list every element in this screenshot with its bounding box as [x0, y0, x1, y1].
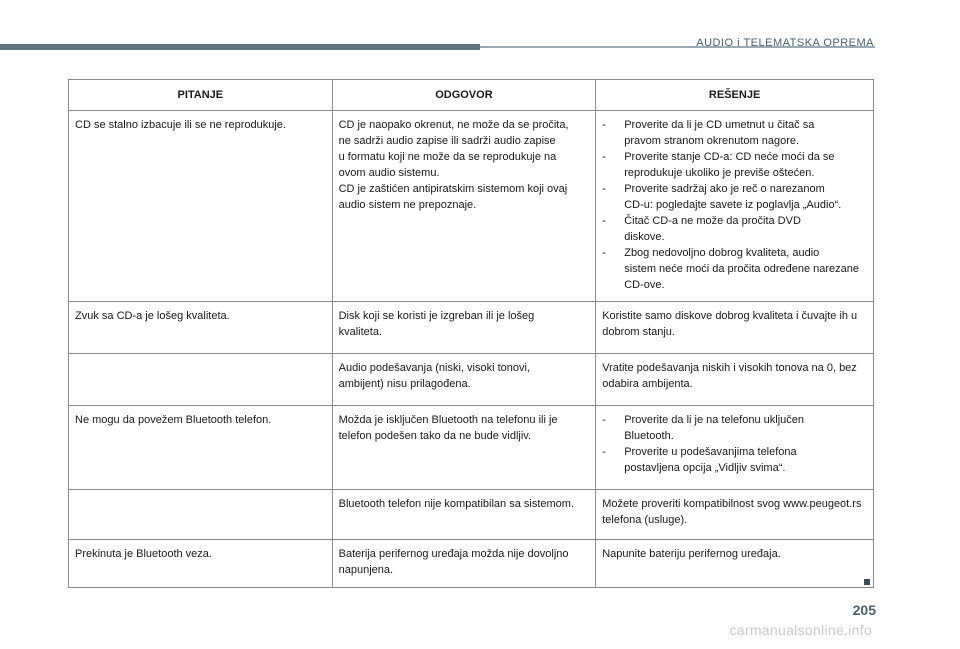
table-row	[69, 302, 874, 354]
watermark: carmanualsonline.info	[729, 622, 872, 638]
solution-text: Možete proveriti kompatibilnost svog www.peugeot.rs telefona (usluge).	[602, 498, 862, 526]
question-cell	[69, 540, 333, 588]
column-header-question: PITANJE	[69, 80, 333, 111]
question-text: CD se stalno izbacuje ili se ne reprodukuje.	[75, 119, 286, 131]
question-text: Ne mogu da povežem Bluetooth telefon.	[75, 414, 272, 426]
question-cell-empty	[69, 490, 333, 540]
table-row	[69, 490, 874, 540]
question-text: Zvuk sa CD-a je lošeg kvaliteta.	[75, 310, 230, 322]
answer-line: Bluetooth telefon nije kompatibilan sa sistemom.	[338, 498, 575, 510]
answer-cell	[332, 302, 596, 354]
answer-line: Možda je isključen Bluetooth na telefonu ili je	[338, 414, 558, 426]
answer-line: u formatu koji ne može da se reprodukuje na	[338, 151, 557, 163]
question-cell	[69, 111, 333, 302]
answer-line: ne sadrži audio zapise ili sadrži audio zapise	[338, 135, 556, 147]
table-header-row	[69, 80, 874, 111]
section-title: AUDIO i TELEMATSKA OPREMA	[696, 37, 874, 49]
question-cell	[69, 406, 333, 490]
answer-line: Audio podešavanja (niski, visoki tonovi,	[338, 362, 530, 374]
solution-item: - Proverite u podešavanjima telefona postavljena opcija „Vidljiv svima“.	[602, 446, 797, 474]
answer-line: CD je naopako okrenut, ne može da se pročita,	[338, 119, 569, 131]
question-cell	[69, 302, 333, 354]
solution-cell	[596, 490, 874, 540]
solution-item: - Čitač CD-a ne može da pročita DVD diskove.	[602, 215, 801, 243]
solution-cell	[596, 540, 874, 588]
answer-cell	[332, 490, 596, 540]
table-row	[69, 406, 874, 490]
page-marker-square	[864, 579, 870, 585]
solution-cell	[596, 406, 874, 490]
answer-line: napunjena.	[338, 564, 394, 576]
table-row	[69, 540, 874, 588]
column-header-answer: ODGOVOR	[332, 80, 596, 111]
answer-line: telefon podešen tako da ne bude vidljiv.	[338, 430, 532, 442]
question-text: Prekinuta je Bluetooth veza.	[75, 548, 212, 560]
table-row	[69, 111, 874, 302]
solution-text: Napunite bateriju perifernog uređaja.	[602, 548, 781, 560]
solution-item: - Zbog nedovoljno dobrog kvaliteta, audio sistem neće moći da pročita određene narezane CD-ove.	[602, 247, 860, 291]
answer-cell	[332, 111, 596, 302]
answer-cell	[332, 540, 596, 588]
troubleshooting-table	[68, 79, 874, 588]
answer-line: kvaliteta.	[338, 326, 383, 338]
solution-item: - Proverite da li je CD umetnut u čitač sa pravom stranom okrenutom nagore.	[602, 119, 815, 147]
solution-item: - Proverite sadržaj ako je reč o narezanom CD-u: pogledajte savete iz poglavlja „Audio“.	[602, 183, 842, 211]
answer-line: CD je zaštićen antipiratskim sistemom koji ovaj	[338, 183, 568, 195]
solution-item: - Proverite stanje CD-a: CD neće moći da se reprodukuje ukoliko je previše oštećen.	[602, 151, 835, 179]
solution-text: Koristite samo diskove dobrog kvaliteta i čuvajte ih u dobrom stanju.	[602, 310, 858, 338]
answer-line: ambijent) nisu prilagođena.	[338, 378, 471, 390]
table-row	[69, 354, 874, 406]
answer-line: ovom audio sistemu.	[338, 167, 440, 179]
question-cell-empty	[69, 354, 333, 406]
answer-cell	[332, 406, 596, 490]
solution-cell	[596, 302, 874, 354]
header-accent-bar	[0, 44, 480, 50]
page-number: 205	[852, 602, 876, 618]
answer-line: Disk koji se koristi je izgreban ili je lošeg	[338, 310, 535, 322]
column-header-solution: REŠENJE	[596, 80, 874, 111]
solution-cell	[596, 354, 874, 406]
answer-line: Baterija perifernog uređaja možda nije dovoljno	[338, 548, 569, 560]
solution-cell	[596, 111, 874, 302]
answer-cell	[332, 354, 596, 406]
solution-item: - Proverite da li je na telefonu uključen Bluetooth.	[602, 414, 804, 442]
answer-line: audio sistem ne prepoznaje.	[338, 199, 477, 211]
solution-text: Vratite podešavanja niskih i visokih tonova na 0, bez odabira ambijenta.	[602, 362, 857, 390]
